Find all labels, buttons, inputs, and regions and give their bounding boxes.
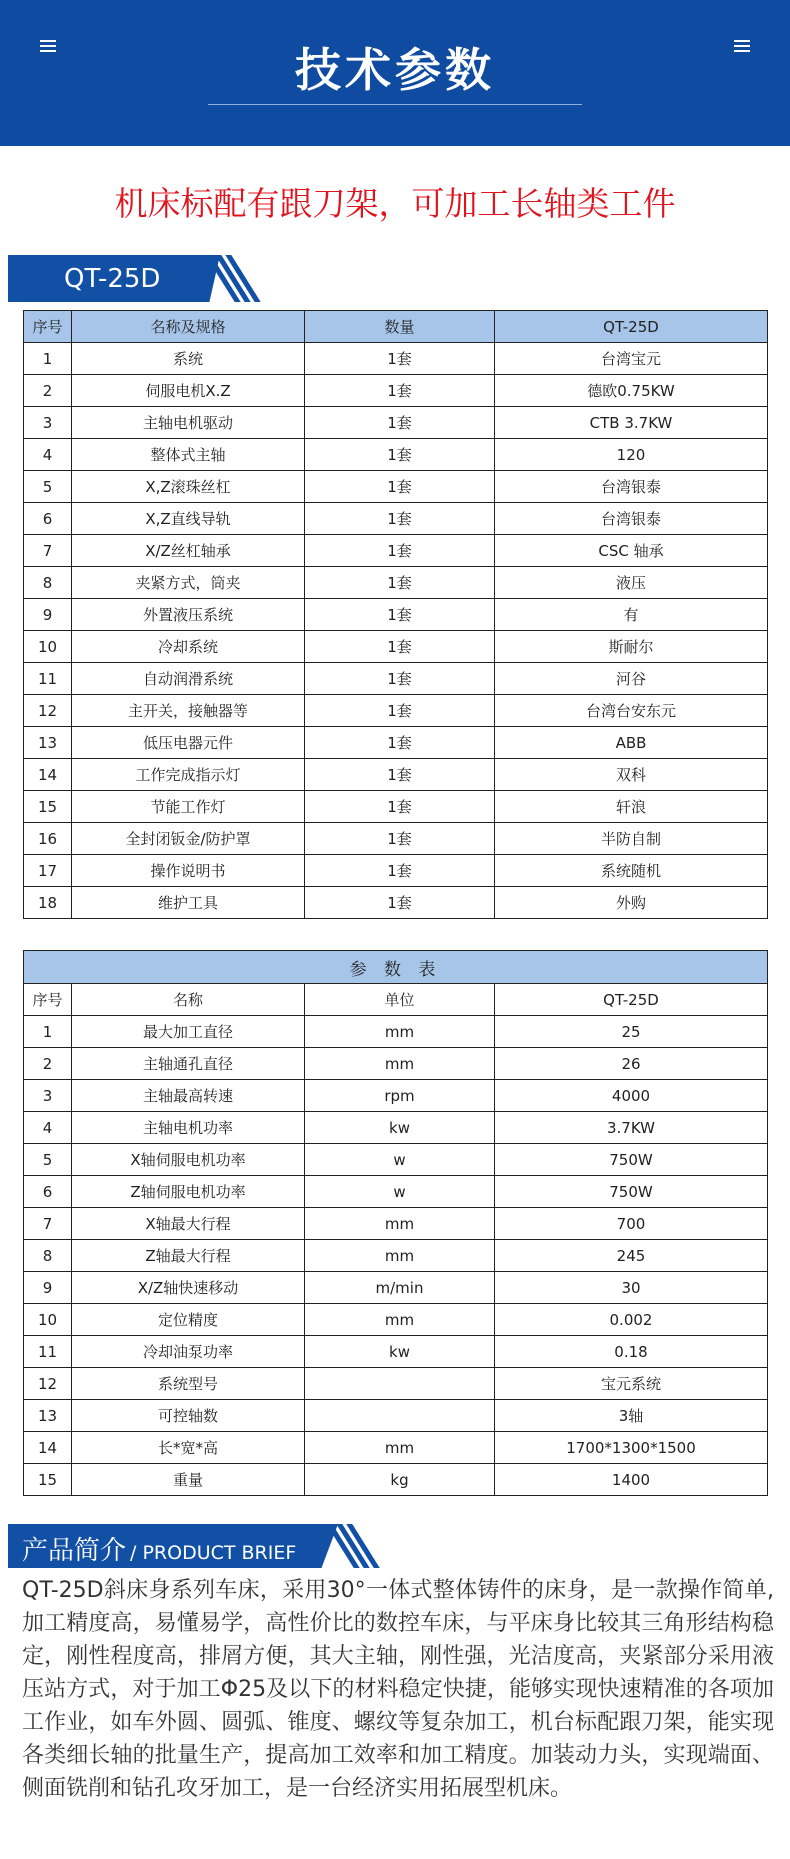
table-cell: 9 (24, 599, 72, 631)
table-cell: 3.7KW (495, 1112, 768, 1144)
table-cell: 0.18 (495, 1336, 768, 1368)
config-table (23, 310, 768, 919)
table-row (24, 407, 768, 439)
table-cell: 外购 (495, 887, 768, 919)
table-row (24, 1080, 768, 1112)
table-cell: 12 (24, 1368, 72, 1400)
table-cell: 全封闭钣金/防护罩 (72, 823, 305, 855)
table-cell: 河谷 (495, 663, 768, 695)
title-underline (208, 104, 582, 105)
table-cell: 4 (24, 439, 72, 471)
table-cell: 低压电器元件 (72, 727, 305, 759)
header-cell: QT-25D (495, 984, 768, 1016)
table-cell: 15 (24, 791, 72, 823)
param-table (23, 950, 768, 1496)
header-cell: QT-25D (495, 311, 768, 343)
header-cell: 名称 (72, 984, 305, 1016)
table-cell: 1套 (305, 439, 495, 471)
header-cell: 序号 (24, 311, 72, 343)
table-row (24, 1144, 768, 1176)
table-cell: 操作说明书 (72, 855, 305, 887)
table-cell: 1套 (305, 791, 495, 823)
table-cell: 伺服电机X.Z (72, 375, 305, 407)
table-cell: 25 (495, 1016, 768, 1048)
table-row (24, 1336, 768, 1368)
table-cell: 半防自制 (495, 823, 768, 855)
table-cell: 台湾银泰 (495, 503, 768, 535)
table-cell: 5 (24, 1144, 72, 1176)
table-cell: 自动润滑系统 (72, 663, 305, 695)
table-cell: 245 (495, 1240, 768, 1272)
table-cell: 11 (24, 1336, 72, 1368)
table-cell: X轴伺服电机功率 (72, 1144, 305, 1176)
table-cell: 最大加工直径 (72, 1016, 305, 1048)
table-cell: 工作完成指示灯 (72, 759, 305, 791)
table-row (24, 1272, 768, 1304)
brief-title-en: / PRODUCT BRIEF (130, 1542, 297, 1564)
table-cell: 17 (24, 855, 72, 887)
table-row (24, 695, 768, 727)
brief-title (22, 1530, 296, 1567)
table-cell: mm (305, 1048, 495, 1080)
table-row (24, 887, 768, 919)
table-cell: X/Z丝杠轴承 (72, 535, 305, 567)
table-cell: 14 (24, 759, 72, 791)
table-cell: X,Z滚珠丝杠 (72, 471, 305, 503)
table-cell: 台湾台安东元 (495, 695, 768, 727)
table-cell: CTB 3.7KW (495, 407, 768, 439)
param-table-title-row (24, 951, 768, 984)
table-cell: 整体式主轴 (72, 439, 305, 471)
table-cell: w (305, 1176, 495, 1208)
table-cell: 1套 (305, 503, 495, 535)
brief-text: QT-25D斜床身系列车床，采用30°一体式整体铸件的床身，是一款操作简单,加工精度高，易懂易学，高性价比的数控车床，与平床身比较其三角形结构稳定，刚性程度高，排屑方便，其大主轴，刚性强，光洁度高，夹紧部分采用液压站方式，对于加工Φ25及以下的材料稳定快捷，能够实现快速精准的各项加工作业，如车外圆、圆弧、锥度、螺纹等复杂加工，机台标配跟刀架，能实现各类细长轴的批量生产，提高加工效率和加工精度。加装动力头，实现端面、侧面铣削和钻孔攻牙加工，是一台经济实用拓展型机床。 (22, 1578, 774, 1801)
table-cell: 1套 (305, 663, 495, 695)
table-cell: kw (305, 1336, 495, 1368)
table-cell: 1套 (305, 535, 495, 567)
table-row (24, 599, 768, 631)
table-row (24, 759, 768, 791)
table-cell: 5 (24, 471, 72, 503)
table-cell: 3轴 (495, 1400, 768, 1432)
table-row (24, 663, 768, 695)
table-cell: 系统型号 (72, 1368, 305, 1400)
table-cell: 1400 (495, 1464, 768, 1496)
table-cell: 0.002 (495, 1304, 768, 1336)
table-row (24, 727, 768, 759)
param-table-title: 参 数 表 (24, 951, 768, 984)
table-cell: 1套 (305, 727, 495, 759)
header-cell: 数量 (305, 311, 495, 343)
table-cell: 15 (24, 1464, 72, 1496)
table-cell: 12 (24, 695, 72, 727)
table-cell: 9 (24, 1272, 72, 1304)
table-cell: 10 (24, 1304, 72, 1336)
table-cell: kg (305, 1464, 495, 1496)
table-cell: 冷却油泵功率 (72, 1336, 305, 1368)
table-cell: 1套 (305, 887, 495, 919)
table-cell: 750W (495, 1144, 768, 1176)
page-header (0, 0, 790, 146)
table-cell: kw (305, 1112, 495, 1144)
table-cell: 1套 (305, 375, 495, 407)
table-cell: 轩浪 (495, 791, 768, 823)
table-row (24, 439, 768, 471)
table-cell: 主轴通孔直径 (72, 1048, 305, 1080)
header-cell: 名称及规格 (72, 311, 305, 343)
table-cell: mm (305, 1304, 495, 1336)
table-cell: 8 (24, 567, 72, 599)
table-cell: 700 (495, 1208, 768, 1240)
table-cell: 1套 (305, 567, 495, 599)
table-cell: 夹紧方式，筒夹 (72, 567, 305, 599)
table-cell: 定位精度 (72, 1304, 305, 1336)
menu-icon[interactable] (734, 40, 750, 52)
table-cell: mm (305, 1016, 495, 1048)
table-cell: 4 (24, 1112, 72, 1144)
table-cell: 1套 (305, 471, 495, 503)
table-cell: w (305, 1144, 495, 1176)
table-cell: 长*宽*高 (72, 1432, 305, 1464)
table-cell: 6 (24, 1176, 72, 1208)
table-cell: 系统 (72, 343, 305, 375)
table-row (24, 1048, 768, 1080)
table-row (24, 471, 768, 503)
table-row (24, 1208, 768, 1240)
table-row (24, 1304, 768, 1336)
table-row (24, 823, 768, 855)
table-cell: 1 (24, 343, 72, 375)
table-cell: 台湾宝元 (495, 343, 768, 375)
table-cell: 120 (495, 439, 768, 471)
table-cell: 冷却系统 (72, 631, 305, 663)
table-cell (305, 1400, 495, 1432)
table-cell: mm (305, 1240, 495, 1272)
table-row (24, 1016, 768, 1048)
table-cell: 节能工作灯 (72, 791, 305, 823)
table-row (24, 503, 768, 535)
table-row (24, 535, 768, 567)
table-cell: 3 (24, 1080, 72, 1112)
table-cell: X/Z轴快速移动 (72, 1272, 305, 1304)
table-header-row (24, 311, 768, 343)
table-cell (305, 1368, 495, 1400)
header-cell: 单位 (305, 984, 495, 1016)
model-label: QT-25D (64, 264, 161, 294)
table-cell: X轴最大行程 (72, 1208, 305, 1240)
table-cell: mm (305, 1432, 495, 1464)
table-cell: 1套 (305, 823, 495, 855)
table-cell: 14 (24, 1432, 72, 1464)
page-title: 技术参数 (295, 43, 495, 97)
table-cell: 双科 (495, 759, 768, 791)
brief-banner (8, 1524, 368, 1568)
table-row (24, 1432, 768, 1464)
table-cell: 2 (24, 1048, 72, 1080)
table-row (24, 343, 768, 375)
table-cell: 德欧0.75KW (495, 375, 768, 407)
table-row (24, 1368, 768, 1400)
table-cell: rpm (305, 1080, 495, 1112)
table-cell: X,Z直线导轨 (72, 503, 305, 535)
table-row (24, 1464, 768, 1496)
table-cell: 13 (24, 727, 72, 759)
table-cell: 重量 (72, 1464, 305, 1496)
table-cell: 7 (24, 535, 72, 567)
header-cell: 序号 (24, 984, 72, 1016)
table-cell: 26 (495, 1048, 768, 1080)
table-cell: 1套 (305, 343, 495, 375)
table-cell: m/min (305, 1272, 495, 1304)
table-cell: 1套 (305, 599, 495, 631)
table-cell: 4000 (495, 1080, 768, 1112)
table-cell: 1套 (305, 855, 495, 887)
table-cell: 维护工具 (72, 887, 305, 919)
table-cell: Z轴最大行程 (72, 1240, 305, 1272)
brief-title-cn: 产品简介 (22, 1536, 127, 1566)
table-cell: CSC 轴承 (495, 535, 768, 567)
table-cell: 30 (495, 1272, 768, 1304)
table-cell: 主轴电机功率 (72, 1112, 305, 1144)
table-cell: ABB (495, 727, 768, 759)
table-cell: 750W (495, 1176, 768, 1208)
table-cell: Z轴伺服电机功率 (72, 1176, 305, 1208)
tagline: 机床标配有跟刀架，可加工长轴类工件 (114, 184, 676, 223)
table-row (24, 631, 768, 663)
table-row (24, 1176, 768, 1208)
table-row (24, 1400, 768, 1432)
table-cell: 液压 (495, 567, 768, 599)
table-cell: 3 (24, 407, 72, 439)
table-cell: 1 (24, 1016, 72, 1048)
table-cell: 有 (495, 599, 768, 631)
table-cell: 8 (24, 1240, 72, 1272)
table-cell: 系统随机 (495, 855, 768, 887)
table-cell: 18 (24, 887, 72, 919)
table-row (24, 567, 768, 599)
table-cell: 16 (24, 823, 72, 855)
table-cell: 主轴电机驱动 (72, 407, 305, 439)
table-cell: 6 (24, 503, 72, 535)
table-cell: 7 (24, 1208, 72, 1240)
table-cell: 主轴最高转速 (72, 1080, 305, 1112)
table-row (24, 1240, 768, 1272)
table-cell: 1套 (305, 631, 495, 663)
table-cell: 主开关，接触器等 (72, 695, 305, 727)
table-cell: 11 (24, 663, 72, 695)
model-banner (8, 255, 248, 302)
table-cell: 1套 (305, 695, 495, 727)
table-cell: 1套 (305, 759, 495, 791)
table-cell: 宝元系统 (495, 1368, 768, 1400)
table-cell: 2 (24, 375, 72, 407)
table-cell: 1套 (305, 407, 495, 439)
table-row (24, 791, 768, 823)
table-cell: 斯耐尔 (495, 631, 768, 663)
table-cell: 13 (24, 1400, 72, 1432)
table-row (24, 855, 768, 887)
table-cell: 可控轴数 (72, 1400, 305, 1432)
table-row (24, 375, 768, 407)
table-cell: 10 (24, 631, 72, 663)
table-row (24, 1112, 768, 1144)
table-cell: 1700*1300*1500 (495, 1432, 768, 1464)
table-cell: 台湾银泰 (495, 471, 768, 503)
table-cell: 外置液压系统 (72, 599, 305, 631)
table-header-row (24, 984, 768, 1016)
table-cell: mm (305, 1208, 495, 1240)
